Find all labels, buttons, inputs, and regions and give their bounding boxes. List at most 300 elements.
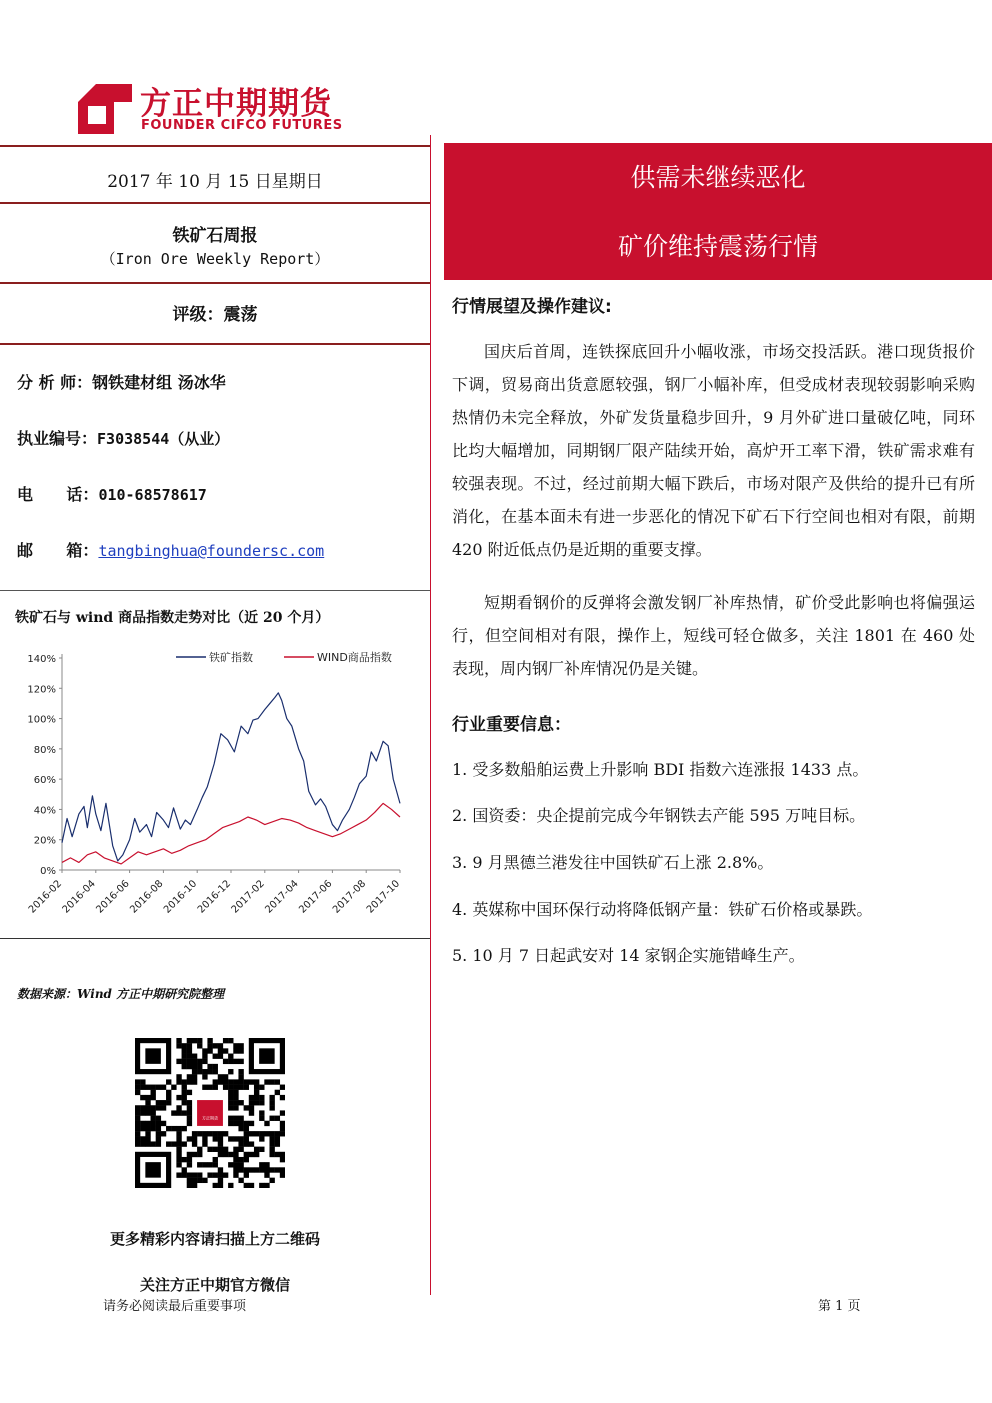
- qr-module: [151, 1110, 156, 1115]
- qr-module: [182, 1064, 187, 1069]
- divider: [0, 343, 430, 345]
- qr-module: [187, 1162, 192, 1167]
- qr-module: [213, 1147, 218, 1152]
- qr-module: [182, 1095, 187, 1100]
- qr-module: [197, 1064, 202, 1069]
- qr-module: [192, 1064, 197, 1069]
- y-tick-label: 140%: [27, 654, 56, 665]
- series-line-wind: [62, 803, 400, 864]
- qr-module: [192, 1079, 197, 1084]
- qr-finder: [259, 1048, 275, 1064]
- x-tick-label: 2016-08: [128, 878, 166, 916]
- qr-module: [182, 1141, 187, 1146]
- qr-module: [145, 1136, 150, 1141]
- qr-module: [218, 1136, 223, 1141]
- qr-module: [213, 1054, 218, 1059]
- qr-module: [135, 1090, 140, 1095]
- qr-module: [244, 1141, 249, 1146]
- qr-module: [197, 1038, 202, 1043]
- qr-center-logo: [197, 1100, 223, 1126]
- qr-module: [145, 1126, 150, 1131]
- qr-module: [187, 1054, 192, 1059]
- x-tick-label: 2016-04: [60, 878, 98, 916]
- qr-module: [140, 1079, 145, 1084]
- qr-module: [238, 1048, 243, 1053]
- qr-module: [218, 1152, 223, 1157]
- qr-module: [202, 1048, 207, 1053]
- qr-module: [244, 1085, 249, 1090]
- qr-module: [197, 1178, 202, 1183]
- qr-module: [213, 1085, 218, 1090]
- qr-module: [213, 1043, 218, 1048]
- qr-module: [182, 1157, 187, 1162]
- qr-module: [218, 1131, 223, 1136]
- qr-module: [151, 1126, 156, 1131]
- qr-module: [171, 1085, 176, 1090]
- qr-module: [254, 1167, 259, 1172]
- qr-module: [269, 1131, 274, 1136]
- y-tick-label: 20%: [33, 835, 56, 847]
- qr-module: [156, 1136, 161, 1141]
- qr-module: [176, 1095, 181, 1100]
- qr-module: [182, 1054, 187, 1059]
- qr-module: [275, 1131, 280, 1136]
- qr-module: [213, 1183, 218, 1188]
- qr-module: [249, 1121, 254, 1126]
- qr-module: [269, 1147, 274, 1152]
- qr-module: [259, 1167, 264, 1172]
- qr-module: [228, 1085, 233, 1090]
- qr-module: [145, 1121, 150, 1126]
- legend-label: 铁矿指数: [209, 651, 253, 664]
- qr-module: [207, 1048, 212, 1053]
- qr-module: [269, 1136, 274, 1141]
- qr-module: [249, 1110, 254, 1115]
- qr-module: [202, 1141, 207, 1146]
- y-tick-label: 40%: [33, 805, 56, 817]
- qr-module: [207, 1085, 212, 1090]
- outlook-paragraph-2: 短期看钢价的反弹将会激发钢厂补库热情，矿价受此影响也将偏强运行，但空间相对有限，操作上，短线可轻仓做多，关注 1801 在 460 处表现，周内钢厂补库情况仍是关键。: [452, 593, 975, 678]
- qr-module: [187, 1064, 192, 1069]
- qr-module: [197, 1131, 202, 1136]
- qr-module: [207, 1162, 212, 1167]
- qr-center-label: 方正期货: [202, 1115, 218, 1121]
- qr-module: [218, 1054, 223, 1059]
- qr-module: [254, 1152, 259, 1157]
- qr-module: [238, 1141, 243, 1146]
- qr-module: [187, 1172, 192, 1177]
- license-value: F3038544（从业）: [97, 430, 230, 448]
- qr-module: [264, 1121, 269, 1126]
- report-rating: 评级：震荡: [172, 305, 258, 325]
- qr-module: [187, 1079, 192, 1084]
- qr-module: [135, 1116, 140, 1121]
- qr-module: [187, 1090, 192, 1095]
- qr-module: [145, 1131, 150, 1136]
- qr-module: [156, 1116, 161, 1121]
- report-title-en: （Iron Ore Weekly Report）: [100, 250, 330, 268]
- qr-module: [244, 1079, 249, 1084]
- qr-module: [228, 1069, 233, 1074]
- divider: [0, 938, 430, 939]
- chart-title: 铁矿石与 wind 商品指数走势对比（近 20 个月）: [15, 610, 330, 626]
- qr-module: [238, 1136, 243, 1141]
- qr-module: [140, 1136, 145, 1141]
- qr-module: [145, 1095, 150, 1100]
- qr-module: [202, 1054, 207, 1059]
- footer-notice: 请务必阅读最后重要事项: [103, 1299, 247, 1314]
- qr-module: [192, 1172, 197, 1177]
- qr-module: [166, 1126, 171, 1131]
- qr-module: [197, 1059, 202, 1064]
- qr-module: [233, 1048, 238, 1053]
- qr-module: [197, 1147, 202, 1152]
- x-tick-label: 2017-10: [364, 878, 403, 916]
- qr-module: [228, 1121, 233, 1126]
- qr-module: [218, 1043, 223, 1048]
- qr-module: [259, 1110, 264, 1115]
- qr-caption: 更多精彩内容请扫描上方二维码: [109, 1230, 320, 1248]
- qr-module: [187, 1105, 192, 1110]
- qr-module: [202, 1136, 207, 1141]
- qr-module: [182, 1110, 187, 1115]
- qr-module: [223, 1079, 228, 1084]
- qr-module: [223, 1152, 228, 1157]
- qr-module: [238, 1147, 243, 1152]
- qr-module: [202, 1162, 207, 1167]
- qr-module: [238, 1100, 243, 1105]
- qr-module: [197, 1069, 202, 1074]
- qr-module: [197, 1043, 202, 1048]
- qr-module: [207, 1064, 212, 1069]
- qr-module: [145, 1085, 150, 1090]
- qr-module: [135, 1085, 140, 1090]
- qr-module: [269, 1095, 274, 1100]
- qr-module: [166, 1090, 171, 1095]
- qr-module: [269, 1178, 274, 1183]
- qr-module: [223, 1059, 228, 1064]
- qr-module: [213, 1172, 218, 1177]
- qr-module: [182, 1059, 187, 1064]
- qr-module: [269, 1116, 274, 1121]
- qr-module: [207, 1038, 212, 1043]
- qr-module: [244, 1105, 249, 1110]
- brand-name-en: FOUNDER CIFCO FUTURES: [141, 118, 343, 133]
- qr-module: [166, 1141, 171, 1146]
- qr-module: [228, 1054, 233, 1059]
- industry-item: 5. 10 月 7 日起武安对 14 家钢企实施错峰生产。: [452, 946, 805, 965]
- qr-module: [176, 1147, 181, 1152]
- qr-module: [238, 1121, 243, 1126]
- qr-module: [259, 1100, 264, 1105]
- brand-name-cn: 方正中期期货: [140, 86, 332, 122]
- qr-module: [161, 1105, 166, 1110]
- qr-module: [238, 1074, 243, 1079]
- qr-module: [264, 1183, 269, 1188]
- qr-module: [187, 1116, 192, 1121]
- qr-module: [275, 1141, 280, 1146]
- qr-module: [218, 1079, 223, 1084]
- qr-module: [182, 1079, 187, 1084]
- qr-module: [218, 1178, 223, 1183]
- qr-module: [238, 1069, 243, 1074]
- qr-module: [156, 1105, 161, 1110]
- qr-module: [244, 1131, 249, 1136]
- qr-module: [218, 1048, 223, 1053]
- qr-module: [244, 1152, 249, 1157]
- qr-module: [213, 1064, 218, 1069]
- qr-module: [280, 1110, 285, 1115]
- qr-module: [249, 1131, 254, 1136]
- qr-module: [202, 1059, 207, 1064]
- qr-module: [228, 1059, 233, 1064]
- y-tick-label: 0%: [40, 866, 56, 877]
- qr-module: [192, 1074, 197, 1079]
- qr-module: [233, 1162, 238, 1167]
- qr-module: [161, 1100, 166, 1105]
- qr-module: [176, 1038, 181, 1043]
- qr-module: [192, 1059, 197, 1064]
- qr-finder: [145, 1048, 161, 1064]
- industry-item: 3. 9 月黑德兰港发往中国铁矿石上涨 2.8%。: [452, 853, 774, 872]
- qr-module: [249, 1152, 254, 1157]
- qr-module: [156, 1085, 161, 1090]
- qr-module: [176, 1126, 181, 1131]
- qr-module: [259, 1136, 264, 1141]
- qr-module: [218, 1167, 223, 1172]
- qr-module: [176, 1162, 181, 1167]
- qr-module: [213, 1131, 218, 1136]
- qr-module: [259, 1131, 264, 1136]
- qr-module: [218, 1172, 223, 1177]
- qr-finder: [145, 1162, 161, 1178]
- analyst-value: 钢铁建材组 汤冰华: [92, 373, 226, 392]
- report-date: 2017 年 10 月 15 日星期日: [107, 172, 323, 192]
- qr-module: [259, 1085, 264, 1090]
- qr-module: [156, 1126, 161, 1131]
- qr-module: [280, 1085, 285, 1090]
- qr-module: [187, 1074, 192, 1079]
- y-tick-label: 60%: [33, 775, 56, 787]
- qr-module: [228, 1152, 233, 1157]
- qr-module: [207, 1147, 212, 1152]
- qr-module: [269, 1152, 274, 1157]
- email-link[interactable]: tangbinghua@foundersc.com: [98, 542, 325, 560]
- qr-module: [187, 1043, 192, 1048]
- report-title: 铁矿石周报: [172, 226, 258, 246]
- qr-module: [275, 1079, 280, 1084]
- qr-module: [151, 1121, 156, 1126]
- qr-module: [166, 1100, 171, 1105]
- qr-module: [192, 1038, 197, 1043]
- qr-module: [244, 1167, 249, 1172]
- qr-module: [187, 1136, 192, 1141]
- qr-module: [182, 1048, 187, 1053]
- qr-module: [182, 1100, 187, 1105]
- industry-heading: 行业重要信息：: [452, 715, 571, 735]
- x-tick-label: 2016-06: [94, 878, 132, 916]
- qr-module: [140, 1121, 145, 1126]
- qr-module: [197, 1152, 202, 1157]
- qr-module: [280, 1152, 285, 1157]
- qr-module: [176, 1131, 181, 1136]
- qr-module: [156, 1100, 161, 1105]
- qr-module: [269, 1100, 274, 1105]
- founder-logo-icon: [78, 84, 132, 134]
- qr-module: [280, 1172, 285, 1177]
- qr-module: [135, 1105, 140, 1110]
- qr-module: [249, 1105, 254, 1110]
- x-tick-label: 2016-02: [26, 878, 65, 916]
- qr-module: [228, 1105, 233, 1110]
- qr-module: [244, 1121, 249, 1126]
- qr-module: [244, 1172, 249, 1177]
- qr-module: [233, 1116, 238, 1121]
- qr-module: [176, 1110, 181, 1115]
- qr-module: [249, 1183, 254, 1188]
- x-tick-label: 2017-08: [330, 878, 369, 916]
- qr-module: [228, 1183, 233, 1188]
- qr-module: [187, 1110, 192, 1115]
- qr-module: [254, 1147, 259, 1152]
- qr-module: [249, 1095, 254, 1100]
- qr-module: [233, 1090, 238, 1095]
- qr-module: [275, 1116, 280, 1121]
- qr-module: [233, 1059, 238, 1064]
- qr-module: [233, 1095, 238, 1100]
- qr-module: [233, 1100, 238, 1105]
- qr-module: [264, 1131, 269, 1136]
- qr-module: [259, 1095, 264, 1100]
- qr-module: [145, 1110, 150, 1115]
- qr-module: [135, 1136, 140, 1141]
- qr-module: [176, 1105, 181, 1110]
- qr-module: [275, 1167, 280, 1172]
- qr-module: [192, 1178, 197, 1183]
- qr-module: [135, 1121, 140, 1126]
- qr-module: [161, 1121, 166, 1126]
- headline-line-2: 矿价维持震荡行情: [617, 232, 818, 261]
- series-line-iron-ore: [62, 693, 400, 861]
- qr-module: [233, 1172, 238, 1177]
- qr-module: [207, 1043, 212, 1048]
- qr-module: [228, 1038, 233, 1043]
- qr-module: [171, 1126, 176, 1131]
- qr-module: [233, 1085, 238, 1090]
- qr-module: [275, 1136, 280, 1141]
- qr-module: [182, 1043, 187, 1048]
- qr-module: [223, 1131, 228, 1136]
- column-divider: [430, 135, 431, 1295]
- qr-module: [151, 1141, 156, 1146]
- qr-module: [197, 1162, 202, 1167]
- qr-module: [259, 1116, 264, 1121]
- qr-module: [192, 1183, 197, 1188]
- qr-module: [228, 1162, 233, 1167]
- email-row: [17, 538, 324, 561]
- qr-module: [182, 1167, 187, 1172]
- qr-module: [140, 1105, 145, 1110]
- qr-module: [264, 1162, 269, 1167]
- qr-module: [192, 1141, 197, 1146]
- qr-module: [176, 1157, 181, 1162]
- qr-module: [156, 1121, 161, 1126]
- qr-module: [249, 1100, 254, 1105]
- headline-line-1: 供需未继续恶化: [630, 163, 806, 192]
- qr-module: [280, 1157, 285, 1162]
- x-tick-label: 2017-06: [297, 878, 335, 916]
- qr-module: [182, 1090, 187, 1095]
- qr-module: [145, 1100, 150, 1105]
- qr-module: [280, 1167, 285, 1172]
- analyst-label: 分 析 师：: [17, 373, 93, 392]
- qr-module: [238, 1162, 243, 1167]
- qr-module: [280, 1095, 285, 1100]
- qr-module: [238, 1085, 243, 1090]
- qr-module: [244, 1136, 249, 1141]
- qr-module: [213, 1136, 218, 1141]
- qr-module: [182, 1085, 187, 1090]
- qr-module: [223, 1048, 228, 1053]
- qr-module: [244, 1157, 249, 1162]
- qr-module: [187, 1178, 192, 1183]
- qr-module: [223, 1172, 228, 1177]
- qr-module: [238, 1079, 243, 1084]
- qr-module: [275, 1090, 280, 1095]
- qr-module: [156, 1141, 161, 1146]
- qr-module: [238, 1126, 243, 1131]
- qr-module: [254, 1095, 259, 1100]
- qr-module: [202, 1074, 207, 1079]
- qr-module: [176, 1141, 181, 1146]
- qr-module: [259, 1162, 264, 1167]
- qr-module: [254, 1085, 259, 1090]
- qr-module: [145, 1105, 150, 1110]
- qr-module: [192, 1069, 197, 1074]
- qr-module: [228, 1090, 233, 1095]
- qr-module: [264, 1079, 269, 1084]
- x-tick-label: 2016-12: [195, 878, 234, 916]
- qr-code[interactable]: [135, 1038, 285, 1188]
- qr-module: [151, 1116, 156, 1121]
- qr-module: [259, 1183, 264, 1188]
- y-tick-label: 80%: [33, 744, 56, 756]
- qr-module: [187, 1100, 192, 1105]
- qr-module: [197, 1172, 202, 1177]
- divider: [0, 202, 430, 204]
- qr-module: [213, 1069, 218, 1074]
- license-label: 执业编号：: [17, 429, 98, 448]
- qr-module: [228, 1095, 233, 1100]
- qr-module: [254, 1090, 259, 1095]
- qr-module: [202, 1178, 207, 1183]
- qr-module: [140, 1126, 145, 1131]
- qr-module: [176, 1152, 181, 1157]
- qr-module: [233, 1136, 238, 1141]
- qr-module: [280, 1121, 285, 1126]
- qr-module: [218, 1183, 223, 1188]
- qr-module: [269, 1167, 274, 1172]
- qr-module: [238, 1059, 243, 1064]
- qr-module: [233, 1043, 238, 1048]
- page-number: 第 1 页: [818, 1299, 861, 1314]
- qr-module: [238, 1043, 243, 1048]
- qr-module: [135, 1126, 140, 1131]
- qr-module: [238, 1167, 243, 1172]
- qr-module: [280, 1131, 285, 1136]
- qr-module: [264, 1172, 269, 1177]
- qr-module: [202, 1085, 207, 1090]
